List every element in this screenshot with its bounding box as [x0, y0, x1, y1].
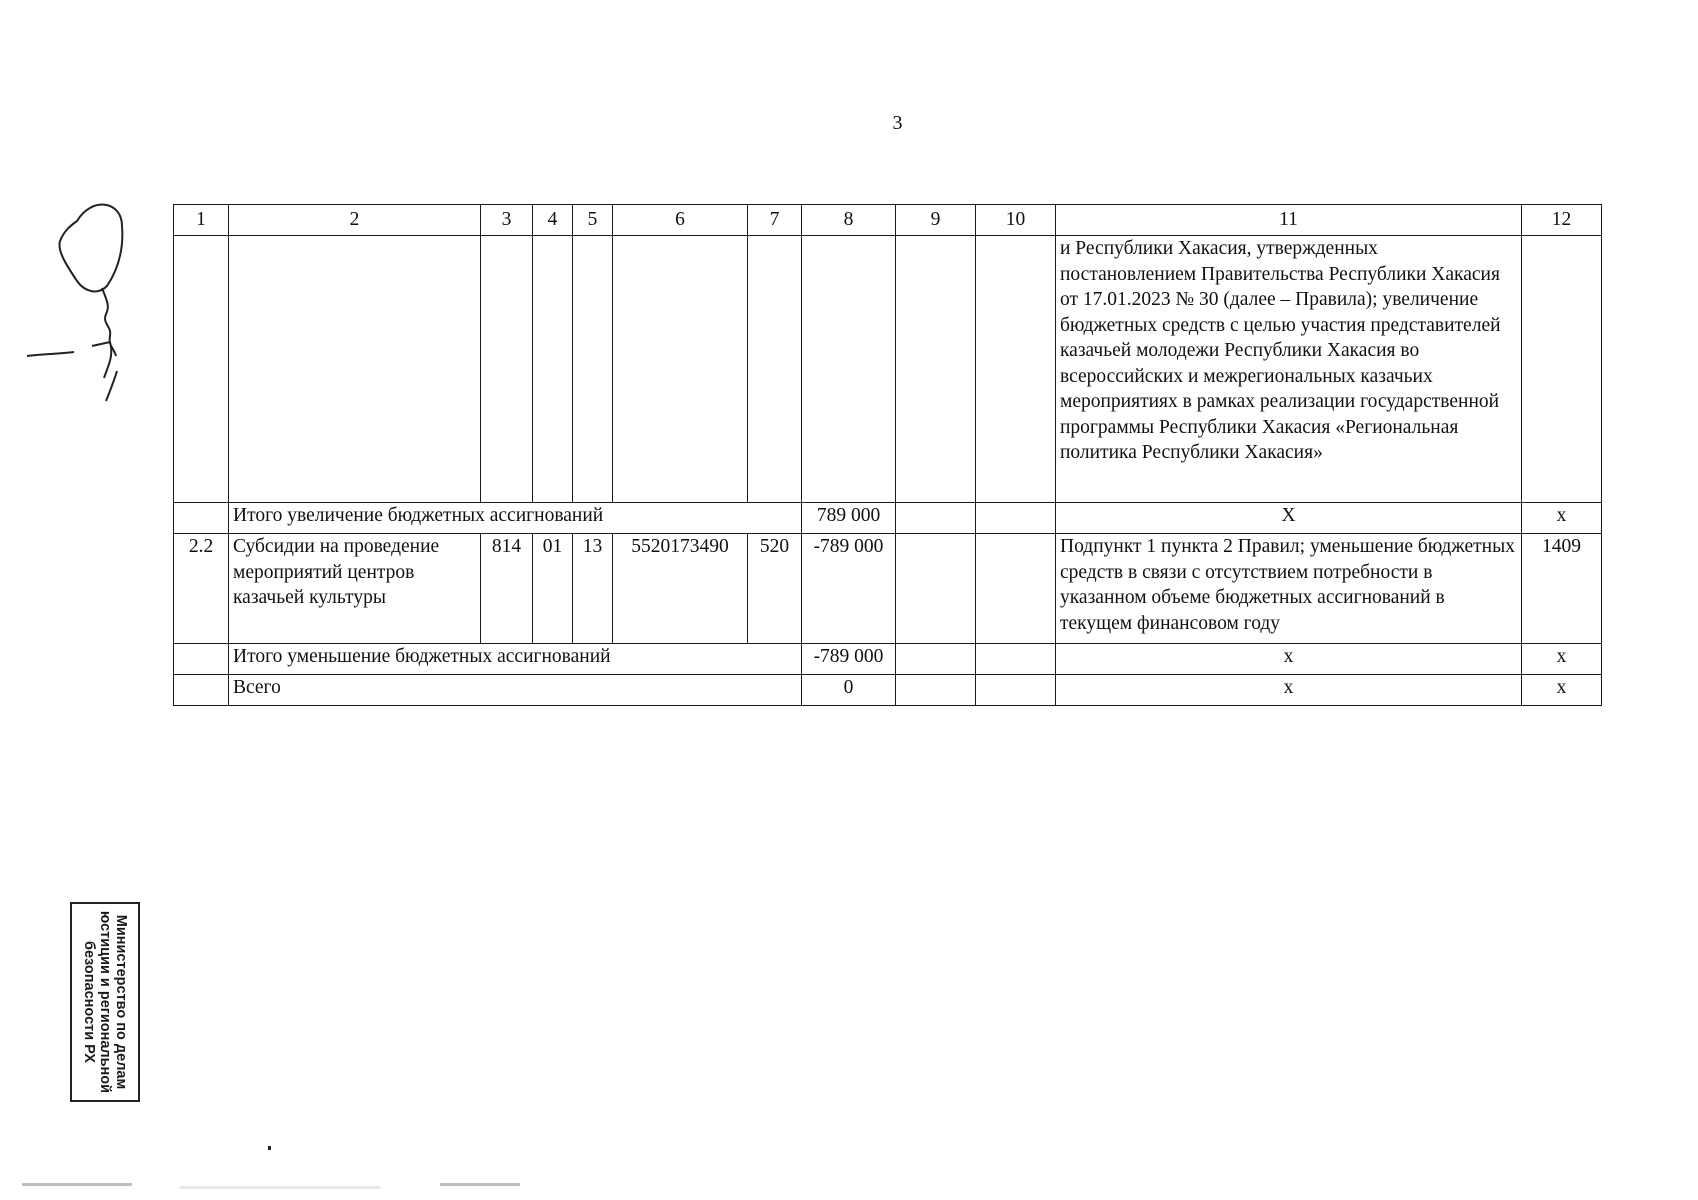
header-cell: 12 [1522, 205, 1602, 236]
header-cell: 10 [976, 205, 1056, 236]
header-cell: 2 [229, 205, 481, 236]
scan-smudge [180, 1186, 380, 1189]
total-increase-label: Итого увеличение бюджетных ассигнований [229, 503, 802, 534]
scan-smudge [22, 1183, 132, 1186]
continuation-row [174, 236, 1602, 503]
grand-total-c12: x [1522, 675, 1602, 706]
stamp-text: Министерство по делам юстиции и региональной безопасности РХ [81, 910, 129, 1094]
header-cell: 9 [896, 205, 976, 236]
row-c3: 814 [481, 534, 533, 644]
budget-table [173, 204, 1602, 706]
scan-smudge [440, 1183, 520, 1186]
total-decrease-label: Итого уменьшение бюджетных ассигнований [229, 644, 802, 675]
row-amount: -789 000 [802, 534, 896, 644]
total-increase-amount: 789 000 [802, 503, 896, 534]
row-justification: Подпункт 1 пункта 2 Правил; уменьшение бюджетных средств в связи с отсутствием потребности в указанном объеме бюджетных ассигнований в текущем финансовом году [1056, 534, 1522, 644]
grand-total-row [174, 675, 1602, 706]
justification-cell: и Республики Хакасия, утвержденных постановлением Правительства Республики Хакасия от 17.01.2023 № 30 (далее – Правила); увеличение бюджетных средств с целью участия представителей казачьей молодежи Республики Хакасия во всероссийских и межрегиональных казачьих мероприятиях в рамках реализации государственной программы Республики Хакасия «Региональная политика Республики Хакасия» [1056, 236, 1522, 503]
grand-total-amount: 0 [802, 675, 896, 706]
table-header-row [174, 205, 1602, 236]
header-cell: 6 [613, 205, 748, 236]
scan-speck [268, 1146, 271, 1150]
row-name: Субсидии на проведение мероприятий центров казачьей культуры [229, 534, 481, 644]
page-number: 3 [892, 112, 903, 134]
total-decrease-c12: x [1522, 644, 1602, 675]
header-cell: 1 [174, 205, 229, 236]
row-c4: 01 [533, 534, 573, 644]
handwritten-signature [22, 196, 142, 406]
row-c7: 520 [748, 534, 802, 644]
total-increase-c11: X [1056, 503, 1522, 534]
header-cell: 7 [748, 205, 802, 236]
header-cell: 5 [573, 205, 613, 236]
row-c12: 1409 [1522, 534, 1602, 644]
table-row-2-2 [174, 534, 1602, 644]
row-number: 2.2 [174, 534, 229, 644]
header-cell: 8 [802, 205, 896, 236]
grand-total-c11: x [1056, 675, 1522, 706]
total-decrease-row [174, 644, 1602, 675]
header-cell: 4 [533, 205, 573, 236]
total-increase-row [174, 503, 1602, 534]
ministry-stamp [70, 902, 140, 1102]
row-c6: 5520173490 [613, 534, 748, 644]
grand-total-label: Всего [229, 675, 802, 706]
total-decrease-amount: -789 000 [802, 644, 896, 675]
total-decrease-c11: x [1056, 644, 1522, 675]
total-increase-c12: x [1522, 503, 1602, 534]
row-c5: 13 [573, 534, 613, 644]
header-cell: 11 [1056, 205, 1522, 236]
header-cell: 3 [481, 205, 533, 236]
